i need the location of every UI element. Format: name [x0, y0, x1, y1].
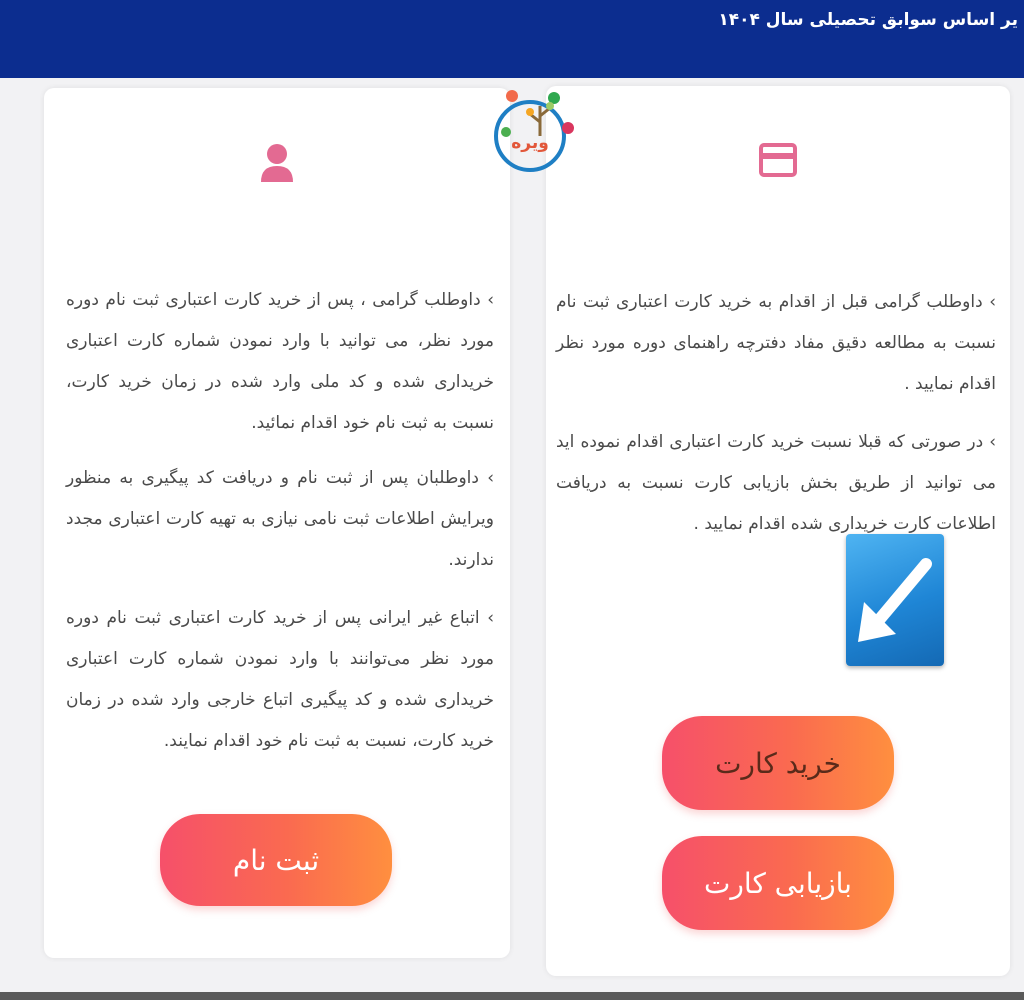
top-header-bar	[0, 0, 1024, 78]
registration-info-paragraph-1: › داوطلب گرامی ، پس از خرید کارت اعتباری ثبت نام دوره مورد نظر، می توانید با وارد نمودن شماره کارت اعتباری خریداری شده و کد ملی وارد شده در زمان خرید کارت، نسبت به ثبت نام خود اقدام نمائید.	[66, 290, 494, 433]
buy-card-button[interactable]: خرید کارت	[662, 716, 894, 810]
logo-text: ویره	[511, 133, 549, 153]
purchase-info-paragraph-2: › در صورتی که قبلا نسبت خرید کارت اعتباری اقدام نموده اید می توانید از طریق بخش بازیابی کارت نسبت به دریافت اطلاعات کارت خریداری شده اقدام نمایید .	[556, 432, 996, 534]
site-logo	[484, 86, 580, 176]
header-title: یر اساس سوابق تحصیلی سال ۱۴۰۴	[718, 10, 1018, 30]
registration-info-paragraph-3: › اتباع غیر ایرانی پس از خرید کارت اعتباری ثبت نام دوره مورد نظر می‌توانند با وارد نمودن شماره کارت اعتباری خریداری شده و کد پیگیری اتباع خارجی وارد شده در زمان خرید کارت، نسبت به ثبت نام خود اقدام نمایند.	[66, 608, 494, 751]
registration-info-paragraph-2: › داوطلبان پس از ثبت نام و دریافت کد پیگیری به منظور ویرایش اطلاعات ثبت نامی نیازی به تهیه کارت اعتباری مجدد ندارند.	[66, 468, 494, 570]
registration-panel	[44, 88, 510, 958]
purchase-info-paragraph-1: › داوطلب گرامی قبل از اقدام به خرید کارت اعتباری ثبت نام نسبت به مطالعه دقیق مفاد دفترچه راهنمای دوره مورد نظر اقدام نمایید .	[556, 292, 996, 394]
card-purchase-panel	[546, 86, 1010, 976]
bottom-taskbar-strip	[0, 992, 1024, 1000]
credit-card-icon	[758, 140, 798, 180]
arrow-down-left-icon	[846, 534, 944, 666]
recover-card-button[interactable]: بازیابی کارت	[662, 836, 894, 930]
user-icon	[259, 142, 295, 184]
register-button[interactable]: ثبت نام	[160, 814, 392, 906]
